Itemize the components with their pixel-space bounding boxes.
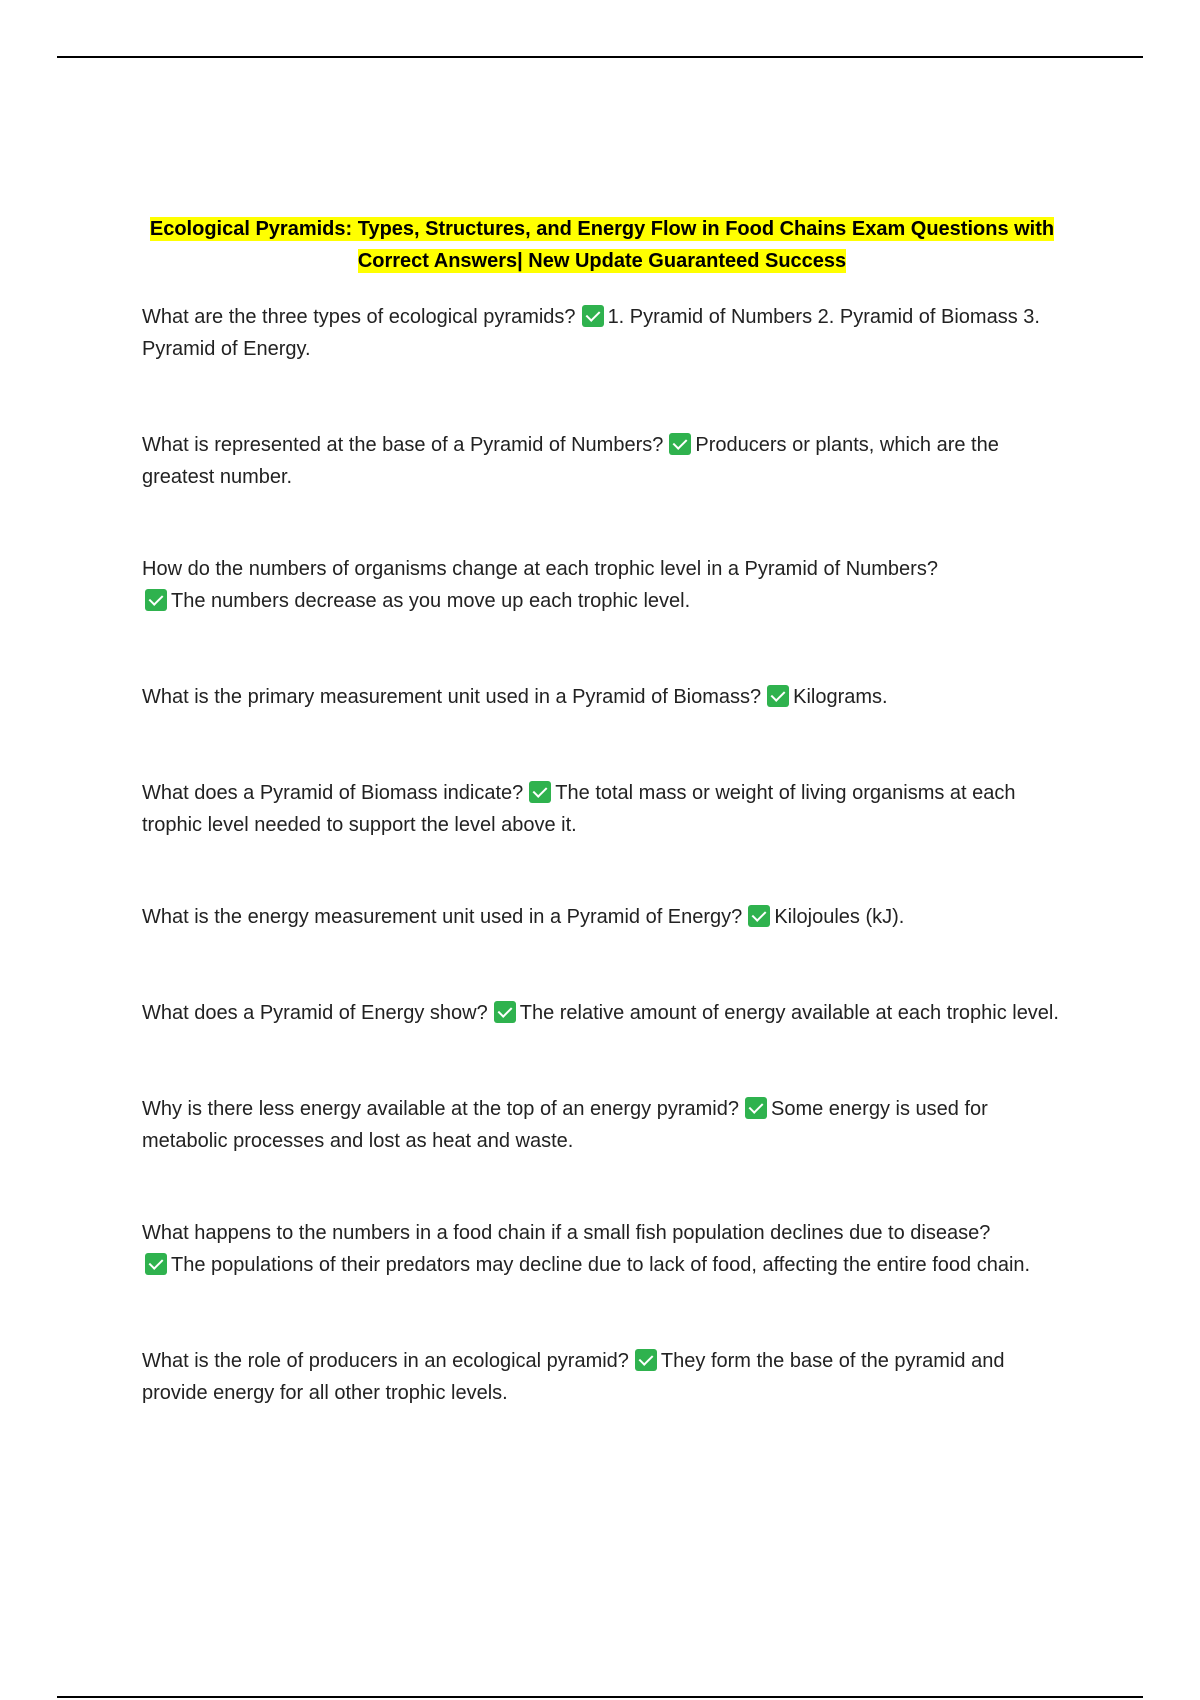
check-icon xyxy=(529,781,551,803)
question-text: What happens to the numbers in a food chain if a small fish population declines due to disease? xyxy=(142,1222,991,1244)
qa-item-3 xyxy=(142,553,1062,617)
question-text: What is represented at the base of a Pyramid of Numbers? xyxy=(142,434,664,456)
question-text: What is the primary measurement unit used in a Pyramid of Biomass? xyxy=(142,686,762,708)
qa-item-5 xyxy=(142,777,1062,841)
check-icon xyxy=(582,305,604,327)
qa-item-4 xyxy=(142,681,1062,713)
question-text: What does a Pyramid of Energy show? xyxy=(142,1002,488,1024)
document-title xyxy=(142,213,1062,277)
title-line-1: Ecological Pyramids: Types, Structures, and Energy Flow in Food Chains Exam Questions with xyxy=(149,218,1055,240)
check-icon xyxy=(669,433,691,455)
answer-text: Kilojoules (kJ). xyxy=(774,906,905,928)
question-text: What are the three types of ecological pyramids? xyxy=(142,306,576,328)
qa-item-7 xyxy=(142,997,1062,1029)
answer-text: Some energy is used for metabolic processes and lost as heat and waste. xyxy=(142,1098,988,1152)
title-line-2: Correct Answers| New Update Guaranteed Success xyxy=(357,250,847,272)
bottom-rule xyxy=(57,1696,1143,1698)
qa-item-2 xyxy=(142,429,1062,493)
check-icon xyxy=(748,905,770,927)
question-text: Why is there less energy available at the top of an energy pyramid? xyxy=(142,1098,739,1120)
answer-text: They form the base of the pyramid and provide energy for all other trophic levels. xyxy=(142,1350,1005,1404)
qa-item-10 xyxy=(142,1345,1062,1409)
answer-text: 1. Pyramid of Numbers 2. Pyramid of Biomass 3. Pyramid of Energy. xyxy=(142,306,1040,360)
qa-item-9 xyxy=(142,1217,1062,1281)
document-body xyxy=(142,213,1062,1409)
qa-item-6 xyxy=(142,901,1062,933)
answer-text: The numbers decrease as you move up each trophic level. xyxy=(171,590,691,612)
top-rule xyxy=(57,56,1143,58)
check-icon xyxy=(145,589,167,611)
check-icon xyxy=(745,1097,767,1119)
question-text: What is the role of producers in an ecological pyramid? xyxy=(142,1350,629,1372)
check-icon xyxy=(145,1253,167,1275)
question-text: What does a Pyramid of Biomass indicate? xyxy=(142,782,524,804)
qa-item-1 xyxy=(142,301,1062,365)
question-text: How do the numbers of organisms change at each trophic level in a Pyramid of Numbers? xyxy=(142,558,938,580)
check-icon xyxy=(494,1001,516,1023)
check-icon xyxy=(767,685,789,707)
qa-item-8 xyxy=(142,1093,1062,1157)
question-text: What is the energy measurement unit used in a Pyramid of Energy? xyxy=(142,906,743,928)
answer-text: Kilograms. xyxy=(793,686,888,708)
answer-text: Producers or plants, which are the greatest number. xyxy=(142,434,999,488)
check-icon xyxy=(635,1349,657,1371)
answer-text: The populations of their predators may decline due to lack of food, affecting the entire food chain. xyxy=(171,1254,1031,1276)
answer-text: The total mass or weight of living organisms at each trophic level needed to support the level above it. xyxy=(142,782,1016,836)
answer-text: The relative amount of energy available at each trophic level. xyxy=(519,1002,1059,1024)
